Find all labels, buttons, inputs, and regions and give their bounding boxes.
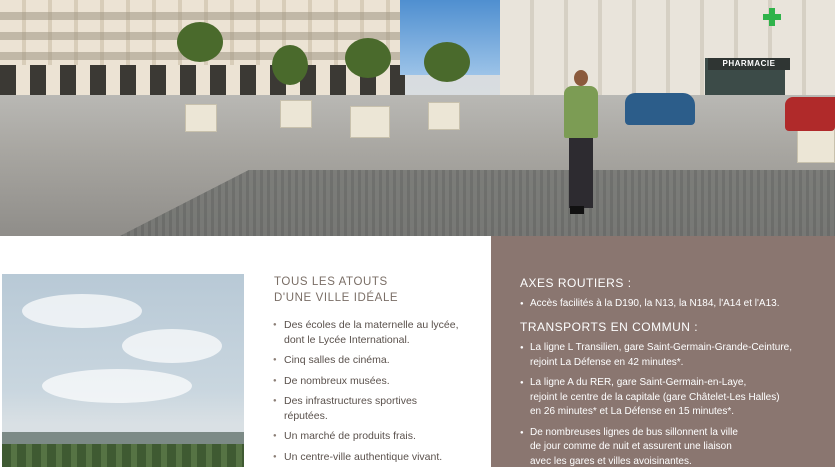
- planter: [350, 106, 390, 138]
- list-item: ● La ligne L Transilien, gare Saint-Germain-Grande-Ceinture, rejoint La Défense en 42 minutes*.: [520, 341, 825, 370]
- axes-list: [520, 297, 825, 318]
- list-item: ● De nombreux musées.: [274, 374, 487, 389]
- atouts-heading-line2: D'UNE VILLE IDÉALE: [274, 292, 399, 304]
- list-item: ● Cinq salles de cinéma.: [274, 353, 487, 368]
- parked-car: [625, 93, 695, 125]
- transport-panel: [491, 236, 835, 467]
- atouts-list: [262, 318, 487, 464]
- parked-car: [785, 97, 835, 131]
- list-item: ● Des écoles de la maternelle au lycée, dont le Lycée International.: [274, 318, 487, 347]
- pharmacy-sign: PHARMACIE: [708, 58, 790, 70]
- palm-tree: [272, 45, 308, 85]
- pedestrian: [560, 70, 600, 215]
- list-item: ● Un marché de produits frais.: [274, 429, 487, 444]
- planter: [185, 104, 217, 132]
- axes-routiers-heading: AXES ROUTIERS :: [520, 276, 632, 290]
- list-item: ● Un centre-ville authentique vivant.: [274, 450, 487, 465]
- list-item: ● Accès facilités à la D190, la N13, la N184, l'A14 et l'A13.: [520, 297, 825, 312]
- palm-tree: [177, 22, 223, 62]
- planter: [428, 102, 460, 130]
- list-item: ● La ligne A du RER, gare Saint-Germain-en-Laye, rejoint le centre de la capitale (gare Châtelet-Les Halles) en 26 minutes* et La Défense en 15 minutes*.: [520, 376, 825, 420]
- transports-list: [520, 341, 825, 475]
- atouts-section: [262, 274, 487, 470]
- atouts-heading-line1: TOUS LES ATOUTS: [274, 276, 388, 288]
- list-item: ● De nombreuses lignes de bus sillonnent la ville de jour comme de nuit et assurent une liaison avec les gares et villes avoisinantes.: [520, 426, 825, 470]
- list-item: ● Des infrastructures sportives réputées.: [274, 394, 487, 423]
- transports-heading: TRANSPORTS EN COMMUN :: [520, 320, 699, 334]
- palm-tree: [345, 38, 391, 78]
- hero-photo: [0, 0, 835, 236]
- pharmacy-cross-icon: [763, 8, 781, 26]
- landscape-photo: [2, 274, 244, 467]
- palm-tree: [424, 42, 470, 82]
- planter: [280, 100, 312, 128]
